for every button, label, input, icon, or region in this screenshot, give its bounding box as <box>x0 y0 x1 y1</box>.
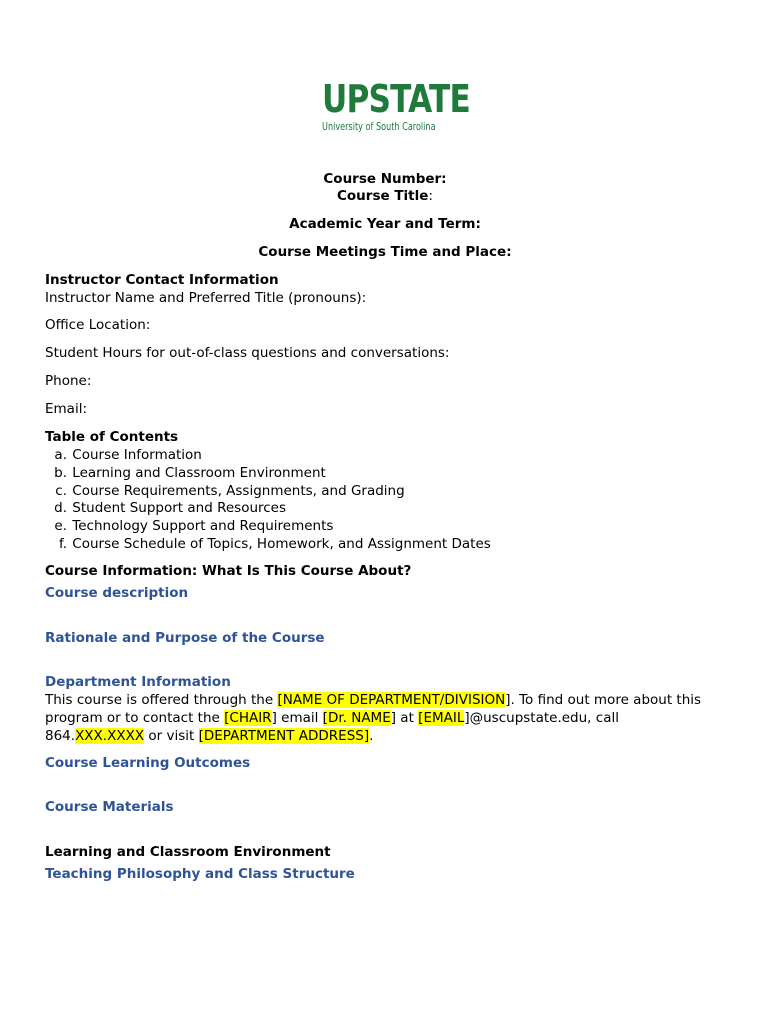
student-hours: Student Hours for out-of-class questions and conversations: <box>45 345 450 361</box>
course-title-colon: : <box>428 188 433 204</box>
teaching-philosophy-heading: Teaching Philosophy and Class Structure <box>45 866 355 882</box>
academic-year-term: Academic Year and Term: <box>289 216 481 232</box>
toc-heading: Table of Contents <box>45 429 179 445</box>
environment-heading: Learning and Classroom Environment <box>45 844 331 860</box>
phone: Phone: <box>45 373 92 389</box>
course-info-heading: Course Information: What Is This Course About? <box>45 563 412 579</box>
toc-letter: b. <box>54 464 67 481</box>
learning-outcomes-heading: Course Learning Outcomes <box>45 755 251 771</box>
toc-item <box>0 464 491 482</box>
course-materials-heading: Course Materials <box>45 799 174 815</box>
dept-text: ] email <box>271 710 323 726</box>
dept-text: This course is offered through the <box>45 692 278 708</box>
toc-item <box>0 482 491 500</box>
department-line-2 <box>45 709 735 727</box>
department-line-1 <box>45 691 735 709</box>
department-heading: Department Information <box>45 674 231 690</box>
toc-text: Course Requirements, Assignments, and Grading <box>72 482 405 499</box>
instructor-section <box>45 271 735 307</box>
dept-text: ] at <box>390 710 419 726</box>
toc-letter: c. <box>55 482 67 499</box>
name-placeholder: [Dr. NAME <box>322 710 391 726</box>
dept-text: program or to contact the <box>45 710 225 726</box>
toc-text: Learning and Classroom Environment <box>72 464 326 481</box>
toc-letter: d. <box>54 500 67 517</box>
toc-text: Technology Support and Requirements <box>72 518 334 535</box>
toc-text: Course Information <box>72 447 202 463</box>
toc-item <box>0 535 491 553</box>
toc-item <box>0 499 491 517</box>
toc-letter: a. <box>54 447 67 463</box>
dept-text: 864. <box>45 728 76 744</box>
upstate-logo <box>322 77 470 133</box>
department-section <box>45 673 735 745</box>
dept-text: . <box>369 728 374 744</box>
course-title-label: Course Title <box>337 188 429 204</box>
rationale-heading: Rationale and Purpose of the Course <box>45 630 325 646</box>
dept-text: ]. To find out more about this <box>505 692 702 708</box>
toc-letter: f. <box>58 535 67 552</box>
instructor-heading: Instructor Contact Information <box>45 272 279 288</box>
course-number: Course Number: <box>323 171 447 187</box>
toc-item <box>0 446 491 464</box>
chair-placeholder: [CHAIR <box>224 710 272 726</box>
toc-text: Student Support and Resources <box>72 500 287 517</box>
address-placeholder: [DEPARTMENT ADDRESS] <box>198 728 370 744</box>
table-of-contents <box>45 428 735 446</box>
instructor-name: Instructor Name and Preferred Title (pronouns): <box>45 290 367 306</box>
toc-item <box>0 517 491 535</box>
dept-text: or visit <box>144 728 199 744</box>
email-placeholder: [EMAIL <box>418 710 465 726</box>
email: Email: <box>45 401 88 417</box>
dept-text: ]@uscupstate.edu, call <box>464 710 619 726</box>
course-meetings: Course Meetings Time and Place: <box>258 244 512 260</box>
toc-text: Course Schedule of Topics, Homework, and Assignment Dates <box>72 535 491 552</box>
logo-subtitle: University of South Carolina <box>322 121 436 133</box>
logo-wordmark: UPSTATE <box>322 77 470 121</box>
dept-placeholder: [NAME OF DEPARTMENT/DIVISION <box>277 692 506 708</box>
toc-letter: e. <box>54 518 67 535</box>
course-title <box>0 187 770 205</box>
phone-placeholder: XXX.XXXX <box>75 728 145 744</box>
office-location: Office Location: <box>45 317 151 333</box>
toc-list <box>0 446 491 553</box>
department-line-3 <box>45 727 735 745</box>
course-description-heading: Course description <box>45 585 189 601</box>
